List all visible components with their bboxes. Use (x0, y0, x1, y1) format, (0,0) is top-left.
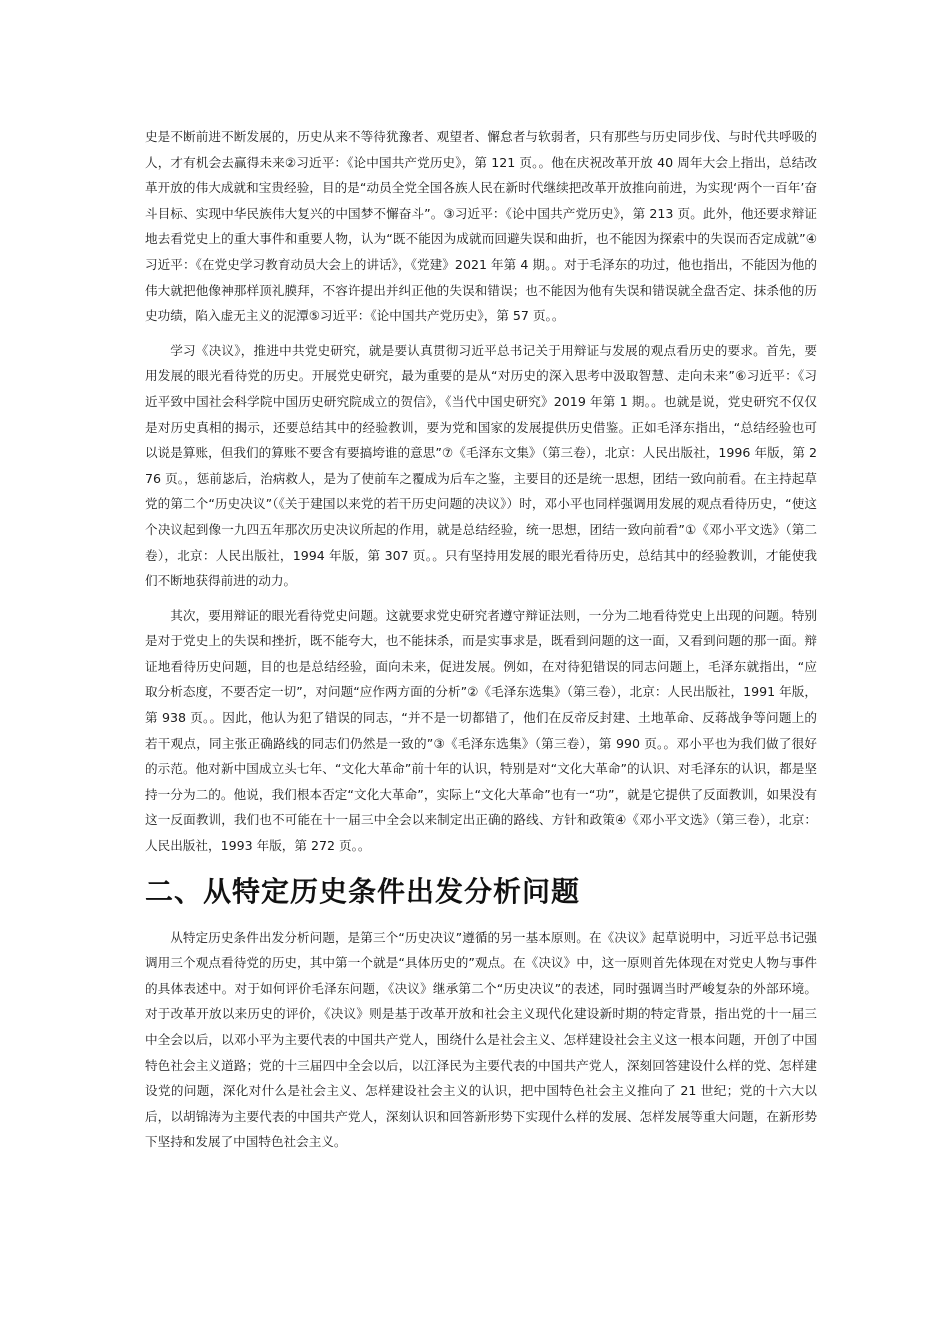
paragraph-historical-conditions: 从特定历史条件出发分析问题，是第三个“历史决议”遵循的另一基本原则。在《决议》起草说明中，习近平总书记强调用三个观点看待党的历史，其中第一个就是“具体历史的”观点。在《决议》中，这一原则首先体现在对党史人物与事件的具体表述中。对于如何评价毛泽东问题，《决议》继承第二个“历史决议”的表述，同时强调当时严峻复杂的外部环境。对于改革开放以来历史的评价，《决议》则是基于改革开放和社会主义现代化建设新时期的特定背景，指出党的十一届三中全会以后，以邓小平为主要代表的中国共产党人，围绕什么是社会主义、怎样建设社会主义这一根本问题，开创了中国特色社会主义道路；党的十三届四中全会以后，以江泽民为主要代表的中国共产党人，深刻回答建设什么样的党、怎样建设党的问题，深化对什么是社会主义、怎样建设社会主义的认识，把中国特色社会主义推向了 21 世纪；党的十六大以后，以胡锦涛为主要代表的中国共产党人，深刻认识和回答新形势下实现什么样的发展、怎样发展等重大问题，在新形势下坚持和发展了中国特色社会主义。 (145, 929, 817, 1150)
section-heading: 二、从特定历史条件出发分析问题 (145, 874, 581, 908)
paragraph-dialectical-view: 其次，要用辩证的眼光看待党史问题。这就要求党史研究者遵守辩证法则，一分为二地看待党史上出现的问题。特别是对于党史上的失误和挫折，既不能夸大，也不能抹杀，而是实事求是，既看到问题的这一面，又看到问题的那一面。辩证地看待历史问题，目的也是总结经验，面向未来，促进发展。例如，在对待犯错误的同志问题上，毛泽东就指出，“应取分析态度，不要否定一切”，对问题“应作两方面的分析”②《毛泽东选集》（第三卷），北京：人民出版社，1991 年版，第 938 页。。因此，他认为犯了错误的同志，“并不是一切都错了，他们在反帝反封建、土地革命、反蒋战争等问题上的若干观点，同主张正确路线的同志们仍然是一致的”③《毛泽东选集》（第三卷），第 990 页。。邓小平也为我们做了很好的示范。他对新中国成立头七年、“文化大革命”前十年的认识，特别是对“文化大革命”的认识、对毛泽东的认识，都是坚持一分为二的。他说，我们根本否定“文化大革命”，实际上“文化大革命”也有一“功”，就是它提供了反面教训，如果没有这一反面教训，我们也不可能在十一届三中全会以来制定出正确的路线、方针和政策④《邓小平文选》（第三卷），北京：人民出版社，1993 年版，第 272 页。。 (145, 607, 817, 854)
paragraph-continuation: 史是不断前进不断发展的，历史从来不等待犹豫者、观望者、懈怠者与软弱者，只有那些与历史同步伐、与时代共呼吸的人，才有机会去赢得未来②习近平：《论中国共产党历史》，第 121 页。。他在庆祝改革开放 40 周年大会上指出，总结改革开放的伟大成就和宝贵经验，目的是“动员全党全国各族人民在新时代继续把改革开放推向前进，为实现‘两个一百年’奋斗目标、实现中华民族伟大复兴的中国梦不懈奋斗”。③习近平：《论中国共产党历史》，第 213 页。此外，他还要求辩证地去看党史上的重大事件和重要人物，认为“既不能因为成就而回避失误和曲折，也不能因为探索中的失误而否定成就”④习近平：《在党史学习教育动员大会上的讲话》，《党建》2021 年第 4 期。。对于毛泽东的功过，他也指出，不能因为他的伟大就把他像神那样顶礼膜拜，不容许提出并纠正他的失误和错误；也不能因为他有失误和错误就全盘否定、抹杀他的历史功绩，陷入虚无主义的泥潭⑤习近平：《论中国共产党历史》，第 57 页。。 (145, 129, 817, 324)
paragraph-development-view: 学习《决议》，推进中共党史研究，就是要认真贯彻习近平总书记关于用辩证与发展的观点看历史的要求。首先，要用发展的眼光看待党的历史。开展党史研究，最为重要的是从“对历史的深入思考中汲取智慧、走向未来”⑥习近平：《习近平致中国社会科学院中国历史研究院成立的贺信》，《当代中国史研究》2019 年第 1 期。。也就是说，党史研究不仅仅是对历史真相的揭示，还要总结其中的经验教训，要为党和国家的发展提供历史借鉴。正如毛泽东指出，“总结经验也可以说是算账，但我们的算账不要含有要搞垮谁的意思”⑦《毛泽东文集》（第三卷），北京：人民出版社，1996 年版，第 276 页。，惩前毖后，治病救人，是为了使前车之覆成为后车之鉴，主要目的还是统一思想，团结一致向前看。在主持起草党的第二个“历史决议”（《关于建国以来党的若干历史问题的决议》）时，邓小平也同样强调用发展的观点看待历史，“使这个决议起到像一九四五年那次历史决议所起的作用，就是总结经验，统一思想，团结一致向前看”①《邓小平文选》（第二卷），北京：人民出版社，1994 年版，第 307 页。。只有坚持用发展的眼光看待历史，总结其中的经验教训，才能使我们不断地获得前进的动力。 (145, 342, 817, 589)
document-page (145, 124, 817, 1164)
